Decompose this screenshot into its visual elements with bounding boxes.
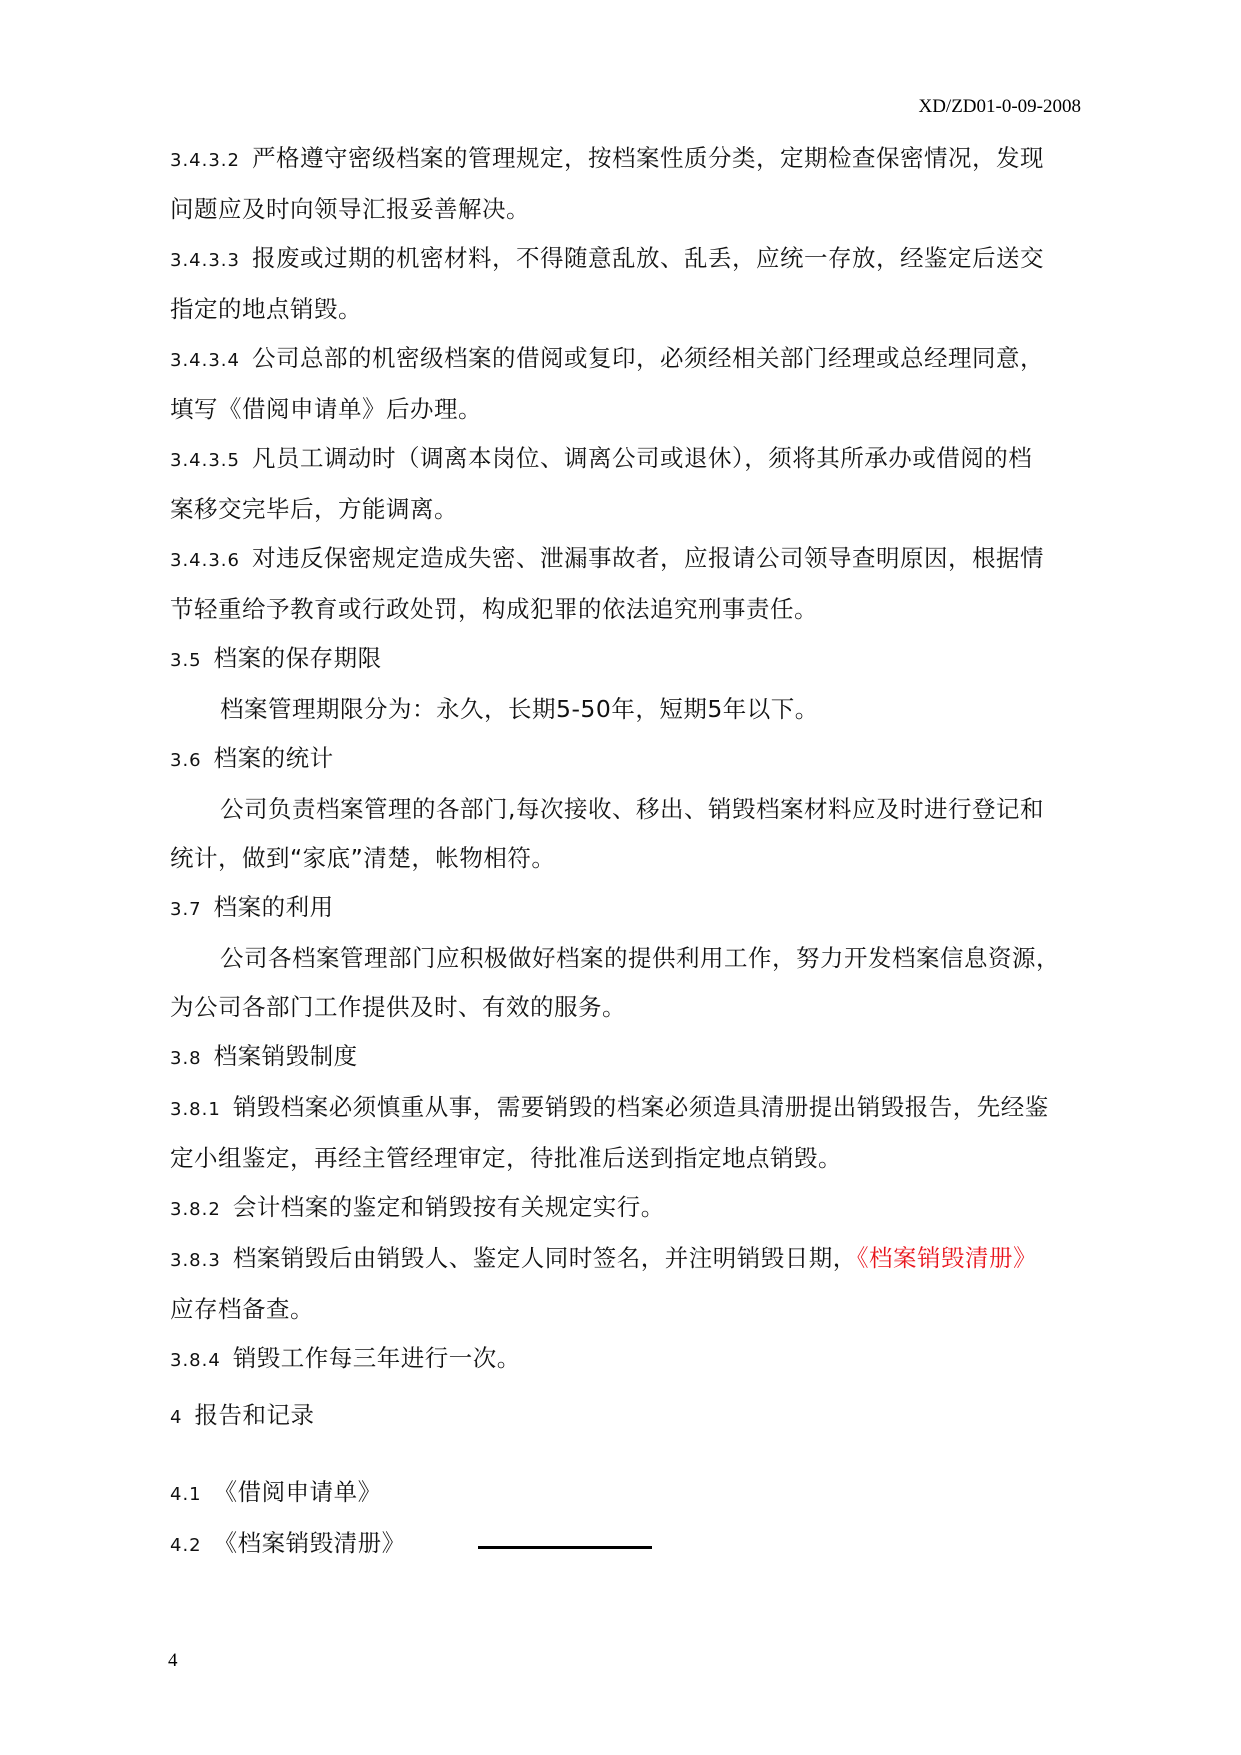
record-number: 4.1 (170, 1484, 202, 1505)
paragraph-statistics (170, 785, 1080, 883)
record-4-1 (170, 1468, 1080, 1519)
paragraph-line: 公司各档案管理部门应积极做好档案的提供利用工作，努力开发档案信息资源， (220, 944, 1060, 972)
clause-3-4-3-3 (170, 234, 1080, 334)
paragraph-line: 公司负责档案管理的各部门,每次接收、移出、销毁档案材料应及时进行登记和 (220, 795, 1044, 823)
clause-text: 节轻重给予教育或行政处罚，构成犯罪的依法追究刑事责任。 (170, 595, 818, 623)
section-heading-3-5 (170, 634, 1080, 685)
page-number: 4 (168, 1650, 178, 1671)
clause-number: 3.8.1 (170, 1099, 221, 1120)
clause-text: 凡员工调动时（调离本岗位、调离公司或退休），须将其所承办或借阅的档 (251, 444, 1033, 472)
form-reference-highlight: 《档案销毁清册》 (856, 1244, 1038, 1272)
section-heading-3-8 (170, 1032, 1080, 1083)
paragraph-retention: 档案管理期限分为：永久，长期5-50年，短期5年以下。 (220, 695, 819, 723)
section-heading-3-6 (170, 734, 1080, 785)
clause-number: 3.8.2 (170, 1199, 221, 1220)
clause-text: 定小组鉴定，再经主管经理审定，待批准后送到指定地点销毁。 (170, 1144, 842, 1172)
section-title: 档案的利用 (213, 893, 334, 921)
clause-3-4-3-4 (170, 334, 1080, 434)
section-number: 4 (170, 1407, 183, 1428)
paragraph-usage (170, 934, 1080, 1032)
clause-number: 3.4.3.4 (170, 350, 240, 371)
clause-text: 销毁档案必须慎重从事，需要销毁的档案必须造具清册提出销毁报告，先经鉴 (232, 1093, 1049, 1121)
clause-text: 应存档备查。 (170, 1295, 314, 1323)
clause-3-8-1 (170, 1083, 1080, 1183)
section-title: 报告和记录 (194, 1401, 315, 1429)
paragraph-line: 统计，做到“家底”清楚，帐物相符。 (170, 844, 556, 872)
clause-text: 销毁工作每三年进行一次。 (232, 1344, 521, 1372)
section-heading-3-7 (170, 883, 1080, 934)
record-title: 《借阅申请单》 (213, 1478, 382, 1506)
section-title: 档案的统计 (213, 744, 334, 772)
clause-text: 对违反保密规定造成失密、泄漏事故者，应报请公司领导查明原因，根据情 (251, 544, 1044, 572)
clause-number: 3.4.3.6 (170, 550, 240, 571)
clause-text: 严格遵守密级档案的管理规定，按档案性质分类，定期检查保密情况，发现 (251, 144, 1044, 172)
clause-3-4-3-5 (170, 434, 1080, 534)
end-rule (478, 1546, 652, 1549)
clause-number: 3.4.3.5 (170, 450, 240, 471)
section-number: 3.5 (170, 650, 202, 671)
section-heading-4 (170, 1391, 1080, 1442)
document-code: XD/ZD01-0-09-2008 (918, 96, 1081, 117)
clause-number: 3.4.3.2 (170, 150, 240, 171)
section-number: 3.6 (170, 750, 202, 771)
section-number: 3.7 (170, 899, 202, 920)
clause-number: 3.8.3 (170, 1250, 221, 1271)
clause-text: 指定的地点销毁。 (170, 295, 362, 323)
clause-text: 公司总部的机密级档案的借阅或复印，必须经相关部门经理或总经理同意， (251, 344, 1044, 372)
record-4-2 (170, 1519, 1080, 1570)
section-title: 档案销毁制度 (213, 1042, 358, 1070)
clause-number: 3.8.4 (170, 1350, 221, 1371)
clause-number: 3.4.3.3 (170, 250, 240, 271)
clause-text: 会计档案的鉴定和销毁按有关规定实行。 (232, 1193, 665, 1221)
clause-text: 填写《借阅申请单》后办理。 (170, 395, 482, 423)
document-body (170, 134, 1080, 1570)
clause-3-4-3-2 (170, 134, 1080, 234)
record-title: 《档案销毁清册》 (213, 1529, 406, 1557)
clause-3-4-3-6 (170, 534, 1080, 634)
clause-3-8-4 (170, 1334, 1080, 1385)
record-number: 4.2 (170, 1535, 202, 1556)
clause-text: 报废或过期的机密材料，不得随意乱放、乱丢，应统一存放，经鉴定后送交 (251, 244, 1044, 272)
clause-text: 档案销毁后由销毁人、鉴定人同时签名，并注明销毁日期， (232, 1244, 857, 1272)
section-title: 档案的保存期限 (213, 644, 382, 672)
clause-text: 问题应及时向领导汇报妥善解决。 (170, 195, 530, 223)
paragraph-line: 为公司各部门工作提供及时、有效的服务。 (170, 993, 626, 1021)
clause-text: 案移交完毕后，方能调离。 (170, 495, 458, 523)
section-number: 3.8 (170, 1048, 202, 1069)
clause-3-8-3 (170, 1234, 1080, 1334)
clause-3-8-2 (170, 1183, 1080, 1234)
